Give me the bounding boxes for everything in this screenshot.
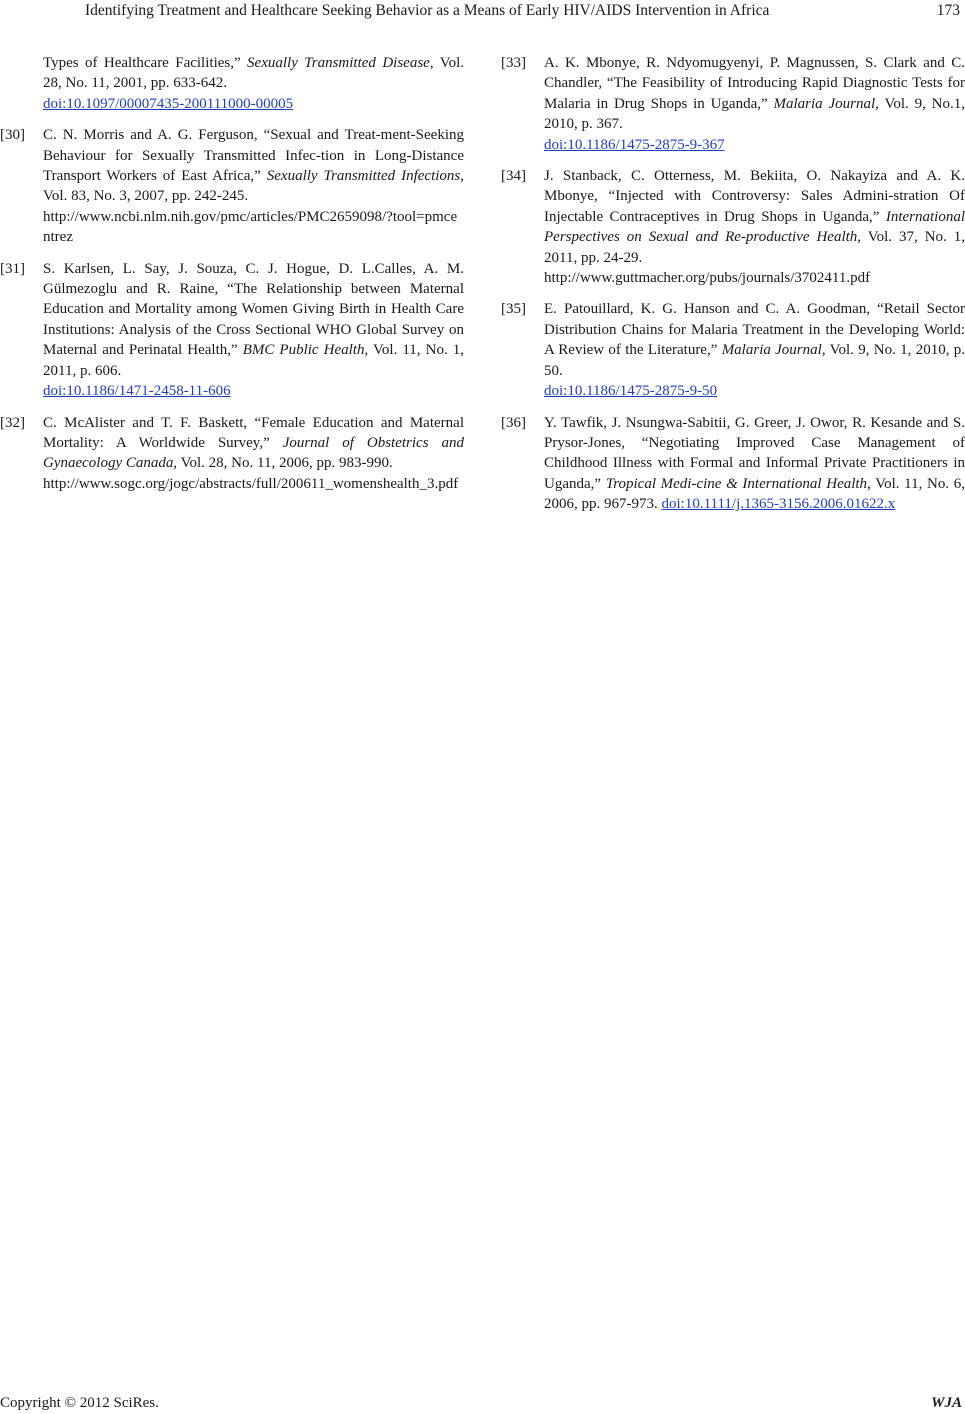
reference-text: J. Stanback, C. Otterness, M. Bekiita, O. Nakayiza and A. K. Mbonye, “Injected with Controversy: Sales Admini-stration Of Injectable Contraceptives in Drug Shops in Uganda,” bbox=[544, 168, 965, 225]
reference-number: [30] bbox=[0, 127, 25, 144]
doi-link[interactable]: doi:10.1111/j.1365-3156.2006.01622.x bbox=[661, 496, 896, 513]
reference-url: http://www.guttmacher.org/pubs/journals/3702411.pdf bbox=[544, 270, 871, 287]
reference-body bbox=[544, 53, 965, 155]
reference-source: Journal of Obstetrics and Gynaecology Canada bbox=[43, 434, 464, 472]
doi-link[interactable]: doi:10.1186/1475-2875-9-367 bbox=[544, 136, 725, 153]
reference-continuation bbox=[0, 53, 464, 114]
reference-36 bbox=[501, 413, 965, 515]
left-column bbox=[0, 53, 464, 505]
running-title: Identifying Treatment and Healthcare Seeking Behavior as a Means of Early HIV/AIDS Intervention in Africa bbox=[85, 2, 770, 19]
reference-source: Sexually Transmitted Infections bbox=[266, 168, 461, 185]
page-footer bbox=[0, 1392, 965, 1414]
reference-details: , Vol. 9, No.1, 2010, p. 367. bbox=[544, 95, 965, 133]
reference-text: A. K. Mbonye, R. Ndyomugyenyi, P. Magnussen, S. Clark and C. Chandler, “The Feasibility of Introducing Rapid Diagnostic Tests for Malaria in Drug Shops in Uganda,” bbox=[544, 55, 965, 112]
reference-details: , Vol. 9, No. 1, 2010, p. 50. bbox=[544, 342, 965, 379]
reference-35 bbox=[501, 299, 965, 401]
journal-abbreviation: WJA bbox=[931, 1395, 962, 1411]
reference-url: http://www.sogc.org/jogc/abstracts/full/200611_womenshealth_3.pdf bbox=[43, 475, 459, 492]
reference-body bbox=[544, 166, 965, 288]
reference-text: C. N. Morris and A. G. Ferguson, “Sexual and Treat-ment-Seeking Behaviour for Sexually Transmitted Infec-tion in Long-Distance Transport Workers of East Africa,” bbox=[43, 127, 464, 185]
reference-number: [34] bbox=[501, 168, 526, 185]
reference-details: , Vol. 83, No. 3, 2007, pp. 242-245. bbox=[43, 168, 464, 205]
reference-details: , Vol. 11, No. 6, 2006, pp. 967-973. bbox=[544, 475, 965, 513]
page-number: 173 bbox=[936, 2, 960, 19]
reference-details: , Vol. 28, No. 11, 2001, pp. 633-642. bbox=[43, 55, 465, 92]
reference-source: BMC Public Health bbox=[242, 342, 365, 359]
reference-source: Malaria Journal bbox=[773, 95, 876, 112]
reference-body bbox=[43, 413, 464, 495]
right-column bbox=[501, 53, 965, 526]
reference-details: , Vol. 28, No. 11, 2006, pp. 983-990. bbox=[173, 455, 393, 472]
reference-33 bbox=[501, 53, 965, 155]
doi-link[interactable]: doi:10.1186/1471-2458-11-606 bbox=[43, 383, 231, 400]
doi-link[interactable]: doi:10.1186/1475-2875-9-50 bbox=[544, 383, 718, 400]
reference-30 bbox=[0, 125, 464, 247]
reference-body bbox=[544, 299, 965, 401]
reference-text: C. McAlister and T. F. Baskett, “Female Education and Maternal Mortality: A Worldwide Survey,” bbox=[43, 414, 464, 451]
reference-body bbox=[43, 53, 464, 114]
reference-source: Malaria Journal bbox=[721, 342, 822, 359]
reference-body bbox=[43, 125, 464, 247]
reference-number: [35] bbox=[501, 301, 526, 318]
reference-number: [33] bbox=[501, 55, 526, 71]
reference-text: S. Karlsen, L. Say, J. Souza, C. J. Hogue, D. L.Calles, A. M. Gülmezoglu and R. Raine, “The Relationship between Maternal Education and Mortality among Women Giving Birth in Health Care Institutions: Analysis of the Cross Sectional WHO Global Survey on Maternal and Perinatal Health,” bbox=[43, 260, 464, 359]
reference-32 bbox=[0, 413, 464, 495]
reference-text: Types of Healthcare Facilities,” bbox=[43, 55, 241, 71]
reference-source: International Perspectives on Sexual and Re-productive Health bbox=[544, 208, 965, 246]
reference-source: Sexually Transmitted Disease bbox=[247, 55, 430, 71]
reference-number: [31] bbox=[0, 260, 25, 277]
reference-text: Y. Tawfik, J. Nsungwa-Sabitii, G. Greer, J. Owor, R. Kesande and S. Prysor-Jones, “Negotiating Improved Case Management of Childhood Illness with Formal and Informal Private Practitioners in Uganda,” bbox=[544, 414, 965, 492]
copyright-notice: Copyright © 2012 SciRes. bbox=[0, 1395, 159, 1411]
reference-body bbox=[43, 259, 464, 402]
reference-body bbox=[544, 413, 965, 515]
reference-number: [36] bbox=[501, 414, 526, 431]
doi-link[interactable]: doi:10.1097/00007435-200111000-00005 bbox=[43, 95, 294, 112]
running-header bbox=[0, 0, 965, 22]
reference-number: [32] bbox=[0, 414, 25, 431]
reference-text: E. Patouillard, K. G. Hanson and C. A. Goodman, “Retail Sector Distribution Chains for Malaria Treatment in the Developing World: A Review of the Literature,” bbox=[544, 301, 965, 359]
reference-31 bbox=[0, 259, 464, 402]
reference-source: Tropical Medi-cine & International Health bbox=[605, 475, 868, 492]
reference-34 bbox=[501, 166, 965, 288]
reference-url: http://www.ncbi.nlm.nih.gov/pmc/articles/PMC2659098/?tool=pmcentrez bbox=[43, 208, 458, 246]
reference-details: , Vol. 11, No. 1, 2011, p. 606. bbox=[43, 342, 464, 379]
reference-details: , Vol. 37, No. 1, 2011, pp. 24-29. bbox=[544, 229, 965, 266]
